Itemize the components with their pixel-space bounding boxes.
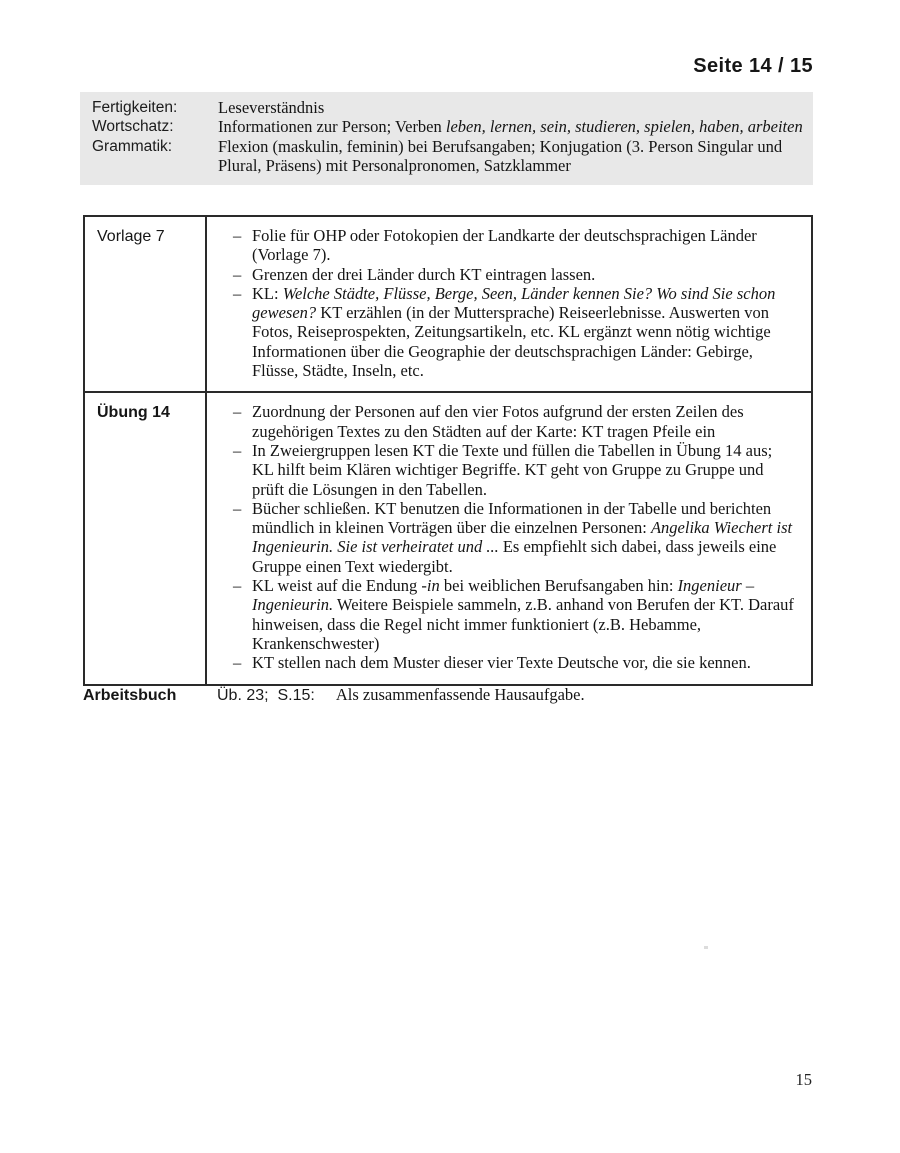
- text-segment: Es empfiehlt sich dabei, dass jeweils eine Gruppe einen Text wiedergibt.: [252, 537, 777, 576]
- table-row: [85, 217, 811, 391]
- text-segment: Ingenieur – Ingenieurin.: [252, 576, 755, 615]
- text-segment: Angelika Wiechert ist Ingenieurin. Sie ist verheiratet und ...: [252, 518, 793, 557]
- dash-bullet: –: [233, 498, 242, 518]
- list-item: [233, 441, 795, 499]
- text-segment: In Zweiergruppen lesen KT die Texte und füllen die Tabellen in Übung 14 aus; KL hilft beim Klären wichtiger Begriffe. KT geht von Gruppe zu Gruppe und prüft die Lösungen in den Tabellen.: [252, 440, 773, 499]
- activity-table: [83, 215, 813, 686]
- text-segment: leben, lernen, sein, studieren, spielen, haben, arbeiten: [445, 117, 803, 137]
- dash-bullet: –: [233, 576, 242, 596]
- list-item-text: [252, 576, 794, 653]
- info-row: [92, 137, 803, 176]
- list-item: [233, 402, 795, 441]
- list-item: [233, 284, 795, 380]
- dash-bullet: –: [233, 402, 242, 422]
- info-box: [80, 92, 813, 185]
- list-item-text: [252, 402, 744, 440]
- text-segment: Flexion (maskulin, feminin) bei Berufsangaben; Konjugation (3. Person Singular und Plural, Präsens) mit Personalpronomen, Satzklammer: [218, 136, 783, 176]
- page-header: Seite 14 / 15: [693, 55, 813, 77]
- info-label: Fertigkeiten:: [92, 99, 178, 116]
- text-segment: KL:: [252, 283, 283, 303]
- text-segment: Welche Städte, Flüsse, Berge, Seen, Länder kennen Sie? Wo sind Sie schon gewesen?: [252, 283, 776, 323]
- list-item-text: [252, 653, 751, 672]
- dash-bullet: –: [233, 226, 242, 245]
- info-row: [92, 117, 803, 136]
- text-segment: Folie für OHP oder Fotokopien der Landkarte der deutschsprachigen Länder (Vorlage 7).: [252, 226, 757, 265]
- list-item: [233, 653, 795, 672]
- scan-artifact-dot: [704, 946, 708, 949]
- info-label: Wortschatz:: [92, 118, 174, 136]
- arbeitsbuch-row: [83, 685, 585, 705]
- page-number: 15: [795, 1070, 812, 1089]
- table-row-content: [207, 217, 811, 391]
- list-item-text: [252, 441, 772, 499]
- text-segment: Bücher schließen. KT benutzen die Informationen in der Tabelle und berichten mündlich in kleinen Vorträgen über die einzelnen Personen:: [252, 498, 772, 538]
- list-item-text: [252, 284, 775, 380]
- text-segment: KT erzählen (in der Muttersprache) Reiseerlebnisse. Auswerten von Fotos, Reiseprospekten, Zeitungsartikeln, etc. KL ergänzt wenn nötig wichtige Informationen über die Geographie der deutschsprachigen Länder: Gebirge, Flüsse, Städte, Inseln, etc.: [252, 303, 771, 381]
- text-segment: Zuordnung der Personen auf den vier Fotos aufgrund der ersten Zeilen des zugehörigen Textes zu den Städten auf der Karte: KT tragen Pfeile ein: [252, 402, 744, 441]
- text-segment: KT stellen nach dem Muster dieser vier Texte Deutsche vor, die sie kennen.: [252, 653, 751, 673]
- list-item: [233, 226, 795, 265]
- list-item: [233, 499, 795, 576]
- text-segment: Grenzen der drei Länder durch KT eintragen lassen.: [252, 264, 596, 284]
- arbeitsbuch-note: Als zusammenfassende Hausaufgabe.: [335, 685, 585, 704]
- dash-bullet: –: [233, 283, 242, 303]
- text-segment: -in: [421, 576, 440, 596]
- info-content: [218, 137, 803, 176]
- list-item-text: [252, 265, 595, 284]
- text-segment: Leseverständnis: [218, 98, 325, 117]
- text-segment: KL weist auf die Endung: [252, 576, 422, 596]
- dash-bullet: –: [233, 264, 242, 284]
- text-segment: Weitere Beispiele sammeln, z.B. anhand von Berufen der KT. Darauf hinweisen, dass die Regel nicht immer funktioniert (z.B. Hebamme, Krankenschwester): [252, 595, 794, 653]
- text-segment: bei weiblichen Berufsangaben hin:: [439, 576, 678, 596]
- list-item-text: [252, 226, 757, 264]
- info-label: Grammatik:: [92, 137, 173, 155]
- info-row: [92, 98, 803, 117]
- table-row: [85, 391, 811, 683]
- arbeitsbuch-label: Arbeitsbuch: [83, 687, 177, 704]
- list-item: [233, 576, 795, 653]
- dash-bullet: –: [233, 653, 242, 673]
- table-row-label: Vorlage 7: [85, 217, 207, 391]
- info-content: [218, 98, 803, 117]
- table-row-label: Übung 14: [85, 393, 207, 683]
- info-content: [218, 117, 803, 136]
- table-row-content: [207, 393, 811, 683]
- arbeitsbuch-reference: Üb. 23; S.15:: [217, 687, 315, 704]
- text-segment: Informationen zur Person; Verben: [218, 117, 446, 137]
- list-item: [233, 265, 795, 284]
- dash-bullet: –: [233, 440, 242, 460]
- list-item-text: [252, 499, 792, 576]
